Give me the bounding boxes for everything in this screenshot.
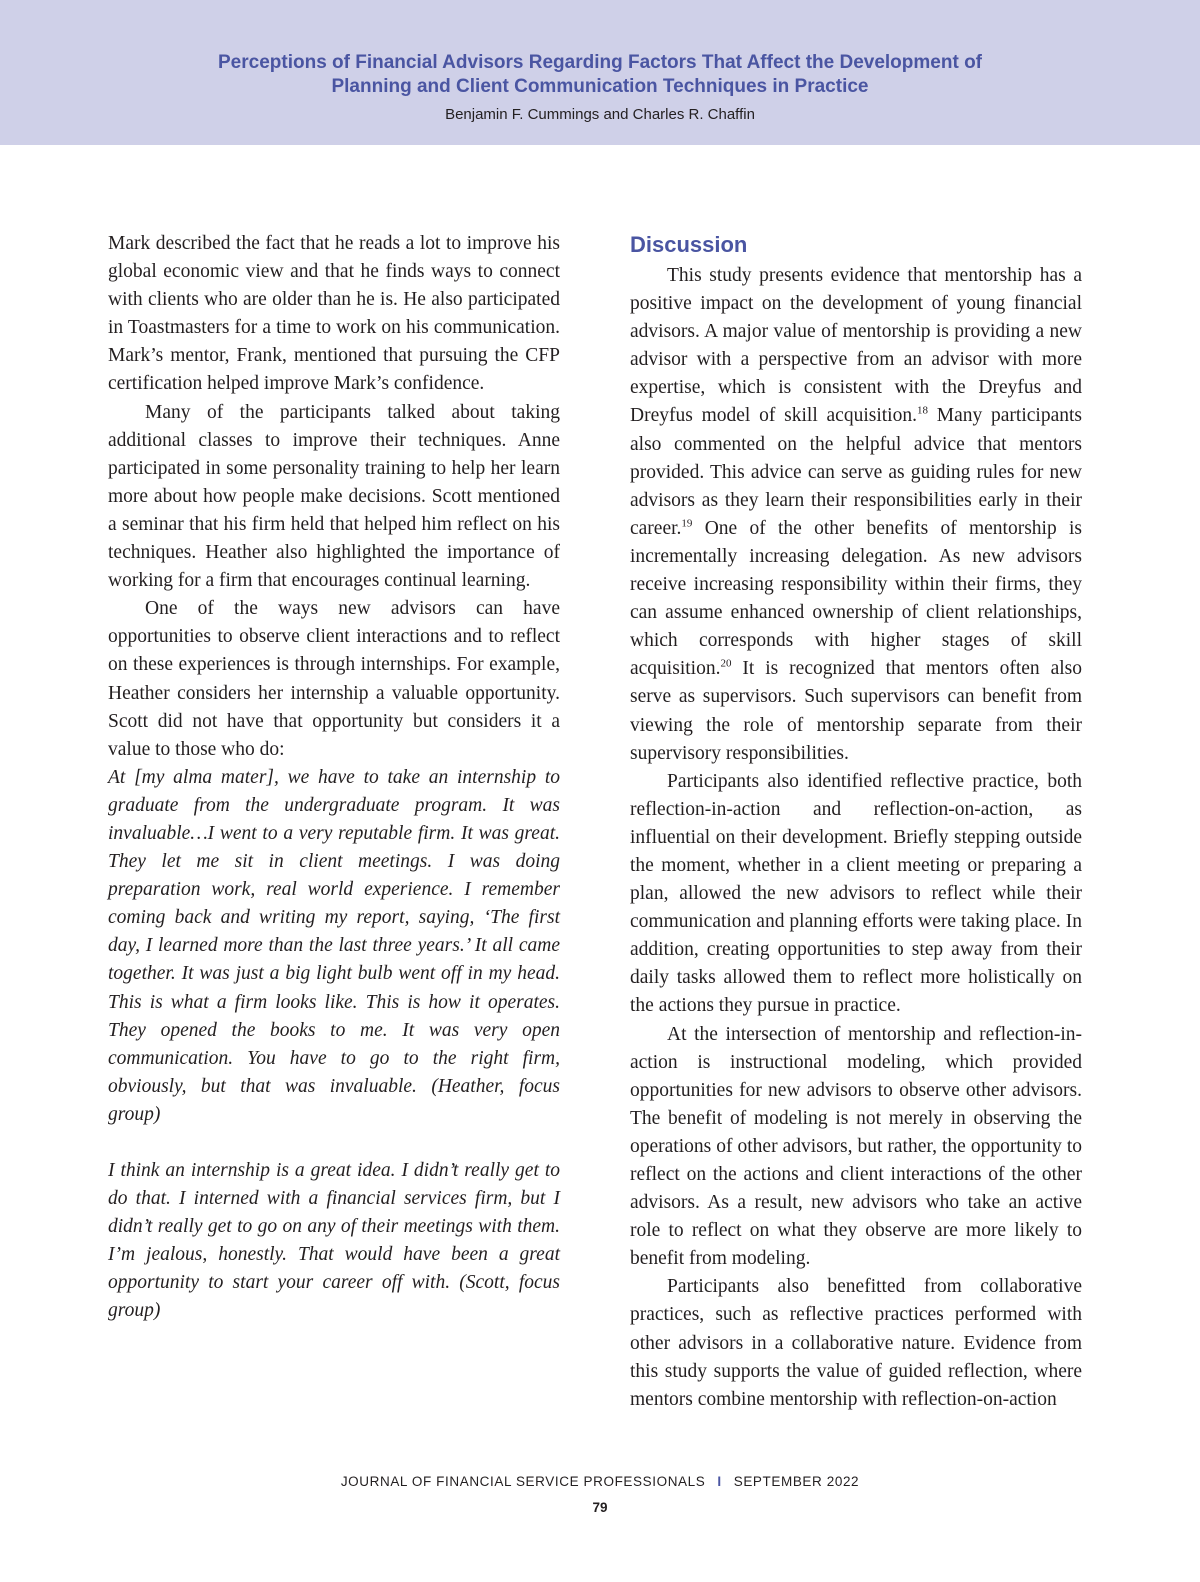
paragraph: Mark described the fact that he reads a lot to improve his global economic view and that he finds ways to connect with clients who are older than he is. He also participated in Toastmasters for a time to work on his communication. Mark’s mentor, Frank, mentioned that pursuing the CFP certification helped improve Mark’s confidence. [108, 233, 560, 395]
paragraph: Many of the participants talked about taking additional classes to improve their techniques. Anne participated in some personality training to help her learn more about how people make decisions. Scott mentioned a seminar that his firm held that helped him reflect on his techniques. Heather also highlighted the importance of working for a firm that encourages continual learning. [108, 401, 560, 592]
paragraph: One of the ways new advisors can have opportunities to observe client interactions and to reflect on these experiences is through internships. For example, Heather considers her internship a valuable opportunity. Scott did not have that opportunity but considers it a value to those who do: [108, 598, 560, 760]
footnote-ref: 18 [916, 404, 928, 417]
block-quote: I think an internship is a great idea. I didn’t really get to do that. I interned with a financial services firm, but I didn’t really get to go on any of their meetings with them. I’m jealous, honestly. That would have been a great opportunity to start your career off with. (Scott, focus group) [108, 1160, 560, 1322]
paragraph: At the intersection of mentorship and reflection-in-action is instructional modeling, which provided opportunities for new advisors to observe other advisors. The benefit of modeling is not merely in observing the operations of other advisors, but rather, the opportunity to reflect on the actions and client interactions of the other advisors. As a result, new advisors who take an active role to reflect on what they observe are more likely to benefit from modeling. [630, 1023, 1082, 1270]
footnote-ref: 20 [720, 657, 732, 670]
article-authors: Benjamin F. Cummings and Charles R. Chaffin [445, 106, 755, 123]
paragraph-text: Many participants also commented on the helpful advice that mentors provided. This advice can serve as guiding rules for new advisors as they learn their responsibilities early in their career. [630, 405, 1082, 539]
right-column [630, 230, 1082, 1414]
footer-separator: I [717, 1474, 722, 1489]
paragraph: Participants also benefitted from collaborative practices, such as reflective practices performed with other advisors in a collaborative nature. Evidence from this study supports the value of guided reflection, where mentors combine mentorship with reflection-on-action [630, 1276, 1082, 1410]
page-footer [0, 1474, 1200, 1489]
block-quote: At [my alma mater], we have to take an internship to graduate from the undergraduate program. It was invaluable…I went to a very reputable firm. It was great. They let me sit in client meetings. I was doing preparation work, real world experience. I remember coming back and writing my report, saying, ‘The first day, I learned more than the last three years.’ It all came together. It was just a big light bulb went off in my head. This is what a firm looks like. This is how it operates. They opened the books to me. It was very open communication. You have to go to the right firm, obviously, but that was invaluable. (Heather, focus group) [108, 766, 560, 1125]
paragraph-text: This study presents evidence that mentorship has a positive impact on the development of young financial advisors. A major value of mentorship is providing a new advisor with a perspective from an advisor with more expertise, which is consistent with the Dreyfus and Dreyfus model of skill acquisition. [630, 265, 1082, 427]
left-column [108, 230, 560, 1326]
paragraph: Participants also identified reflective practice, both reflection-in-action and reflection-on-action, as influential on their development. Briefly stepping outside the moment, whether in a client meeting or preparing a plan, allowed the new advisors to reflect while their communication and planning efforts were taking place. In addition, creating opportunities to step away from their daily tasks allowed them to reflect more holistically on the actions they pursue in practice. [630, 770, 1082, 1017]
journal-name: JOURNAL OF FINANCIAL SERVICE PROFESSIONALS [340, 1474, 706, 1489]
article-title-line-2: Planning and Client Communication Techniques in Practice [331, 76, 869, 97]
page-number: 79 [592, 1500, 608, 1515]
paragraph [630, 262, 1082, 768]
article-title-line-1: Perceptions of Financial Advisors Regarding Factors That Affect the Development of [218, 52, 982, 73]
header-band [0, 0, 1200, 145]
paragraph-text: One of the other benefits of mentorship is incrementally increasing delegation. As new advisors receive increasing responsibility within their firms, they can assume enhanced ownership of client relationships, which corresponds with higher stages of skill acquisition. [630, 517, 1082, 680]
quote-spacer [108, 1129, 560, 1157]
footnote-ref: 19 [681, 517, 693, 530]
paragraph-text: It is recognized that mentors often also serve as supervisors. Such supervisors can benefit from viewing the role of mentorship separate from their supervisory responsibilities. [630, 658, 1082, 764]
section-heading-discussion: Discussion [630, 232, 748, 257]
issue-date: SEPTEMBER 2022 [733, 1474, 860, 1489]
article-title [150, 51, 1050, 99]
